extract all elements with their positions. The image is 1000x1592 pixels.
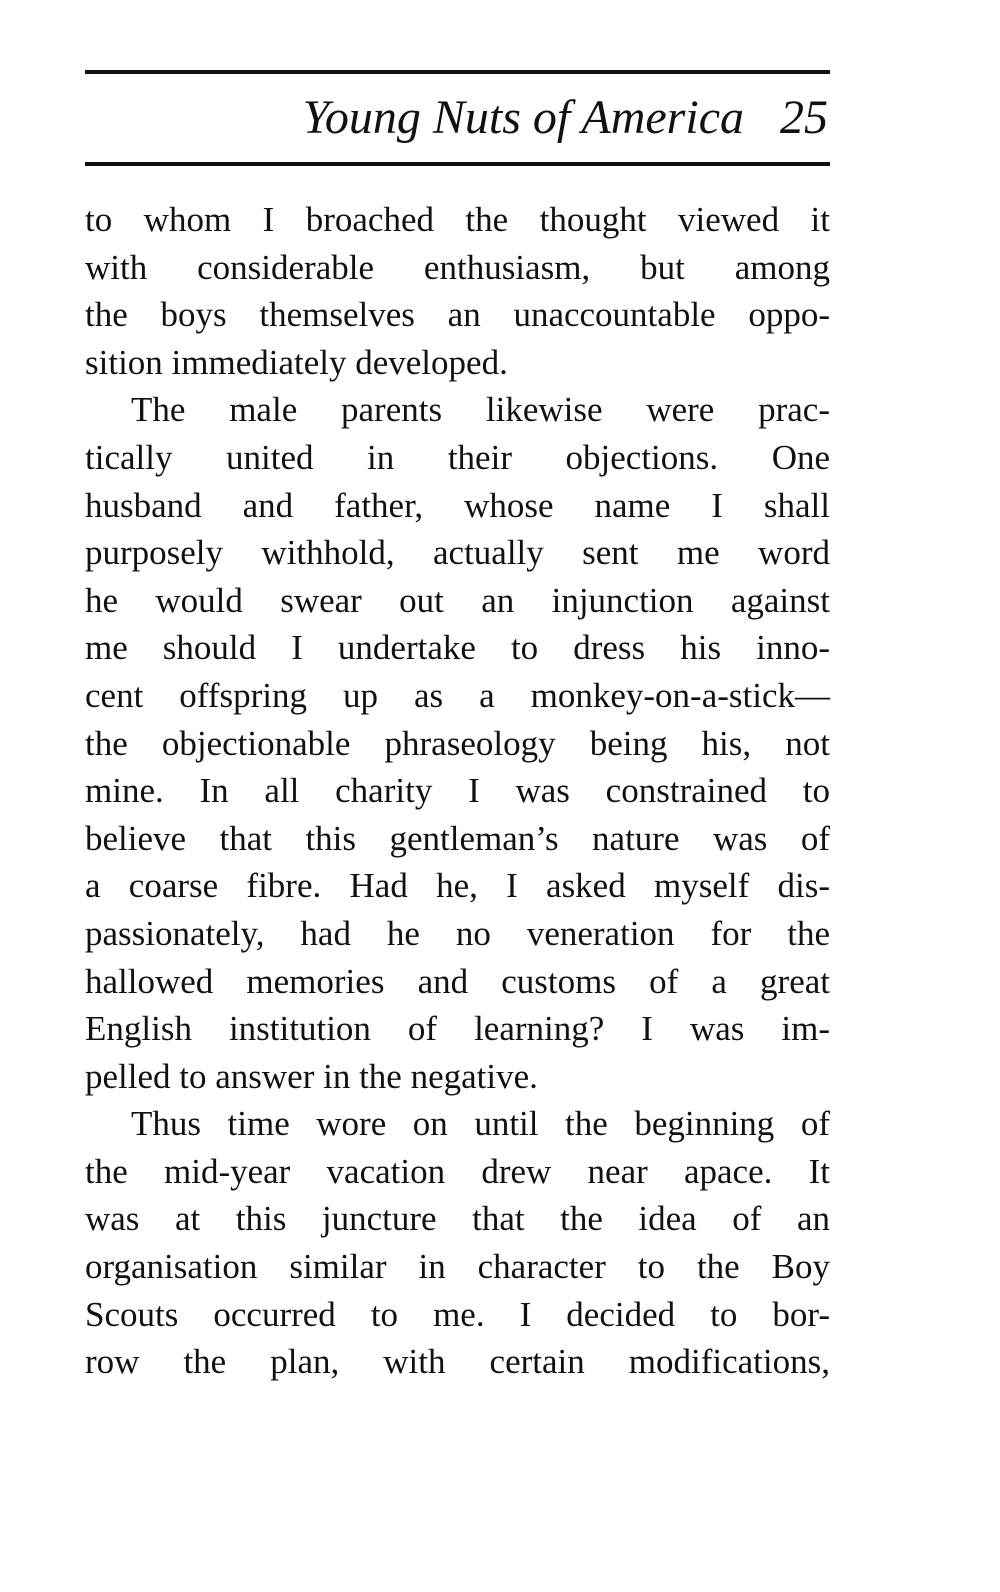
text-line: organisation similar in character to the Boy bbox=[85, 1247, 830, 1287]
text-line: Thus time wore on until the beginning of bbox=[131, 1104, 830, 1144]
text-line: passionately, had he no veneration for the bbox=[85, 913, 830, 953]
text-line: he would swear out an injunction against bbox=[85, 580, 830, 620]
text-line: cent offspring up as a monkey-on-a-stick— bbox=[85, 675, 830, 715]
text-line: English institution of learning? I was im- bbox=[85, 1009, 830, 1049]
text-line: sition immediately developed. bbox=[85, 342, 508, 382]
text-line: me should I undertake to dress his inno- bbox=[85, 628, 830, 668]
text-line: mine. In all charity I was constrained to bbox=[85, 771, 830, 811]
page-number: 25 bbox=[780, 91, 828, 144]
text-line: was at this juncture that the idea of an bbox=[85, 1199, 830, 1239]
text-line: Scouts occurred to me. I decided to bor- bbox=[85, 1294, 830, 1334]
running-title: Young Nuts of America bbox=[302, 91, 744, 144]
text-line: a coarse fibre. Had he, I asked myself dis- bbox=[85, 866, 830, 906]
text-line: the boys themselves an unaccountable oppo- bbox=[85, 295, 830, 335]
body-text bbox=[85, 196, 830, 1386]
text-line: the objectionable phraseology being his, not bbox=[85, 723, 830, 763]
text-line: the mid-year vacation drew near apace. It bbox=[85, 1151, 830, 1191]
text-line: pelled to answer in the negative. bbox=[85, 1056, 538, 1096]
text-line: believe that this gentleman’s nature was of bbox=[85, 818, 830, 858]
text-line: row the plan, with certain modifications, bbox=[85, 1342, 830, 1382]
text-line: tically united in their objections. One bbox=[85, 437, 830, 477]
paragraph bbox=[85, 196, 830, 386]
text-line: hallowed memories and customs of a great bbox=[85, 961, 830, 1001]
text-line: husband and father, whose name I shall bbox=[85, 485, 830, 525]
book-page bbox=[85, 70, 830, 1386]
paragraph bbox=[85, 1100, 830, 1386]
text-line: The male parents likewise were prac- bbox=[131, 390, 830, 430]
running-head bbox=[85, 74, 830, 162]
header-rule bbox=[85, 162, 830, 166]
text-line: with considerable enthusiasm, but among bbox=[85, 247, 830, 287]
paragraph bbox=[85, 386, 830, 1100]
text-line: purposely withhold, actually sent me word bbox=[85, 533, 830, 573]
text-line: to whom I broached the thought viewed it bbox=[85, 200, 830, 239]
